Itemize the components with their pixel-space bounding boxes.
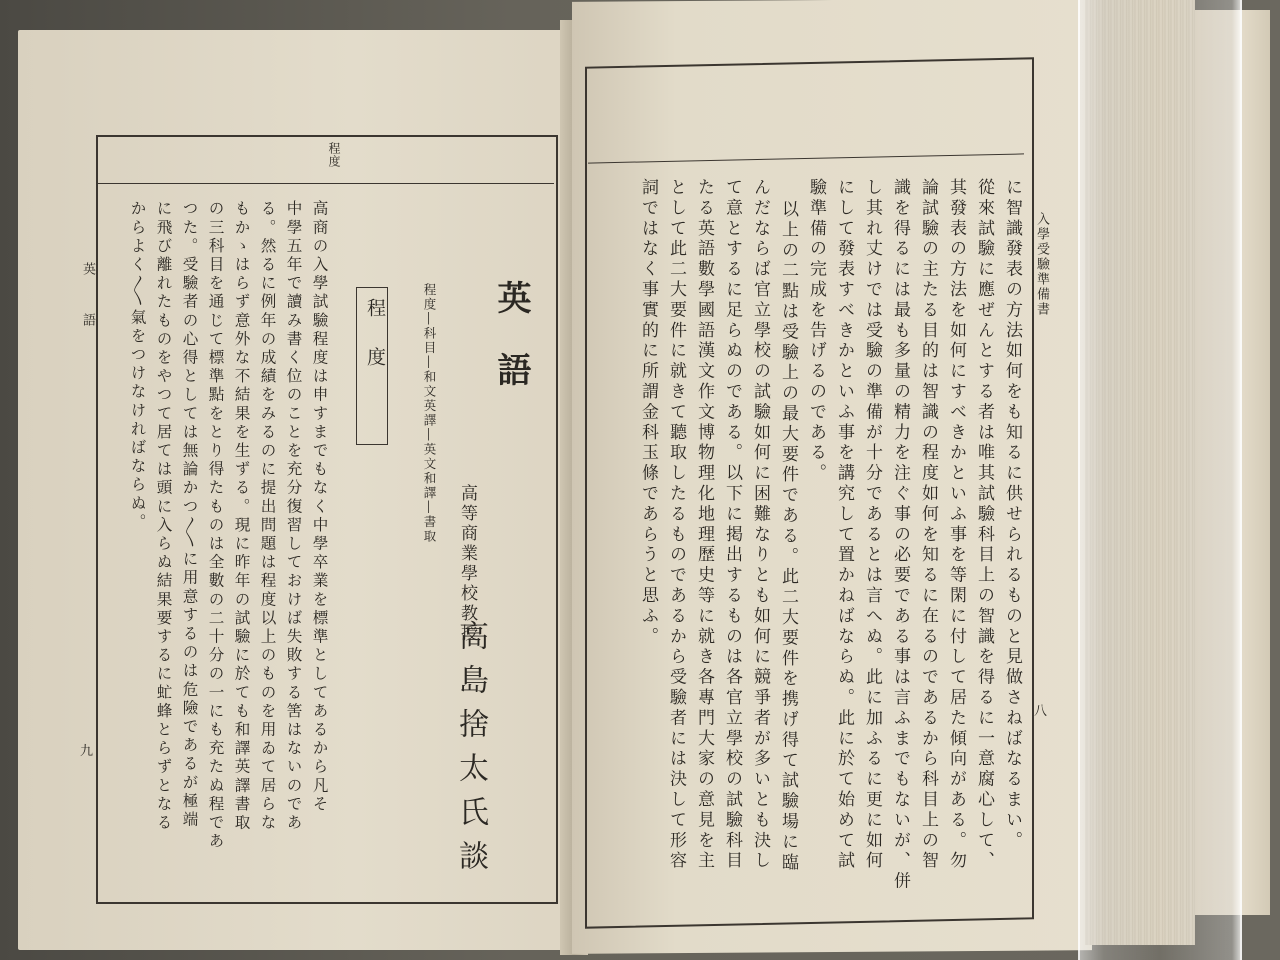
left-text-column: からよく〳〵氣をつけなければならぬ。 <box>128 200 147 532</box>
right-running-head: 入學受驗準備書 <box>1034 212 1049 317</box>
subject-line: 程度―科目―和文英譯―英文和譯―書取 <box>422 283 437 544</box>
right-text-column: 詞ではなく事實的に所謂金科玉條であらうと思ふ。 <box>638 178 658 648</box>
section-title: 英語 <box>491 280 531 424</box>
section-label: 程度 <box>364 298 386 396</box>
right-text-column: に智識發表の方法如何をも知るに供せられるものと見做さねばなるまい。 <box>1002 178 1022 852</box>
right-text-column: し其れ丈けでは受驗の準備が十分であるとは言へぬ。此に加ふるに更に如何 <box>862 178 882 872</box>
right-text-column: 論試驗の主たる目的は智識の程度如何を知るに在るのであるから科目上の智 <box>918 178 938 872</box>
right-text-column: 以上の二點は受驗上の最大要件である。此二大要件を携げ得て試驗場に臨 <box>778 200 798 874</box>
left-header-rule <box>96 183 554 184</box>
left-running-head: 程度 <box>327 142 341 168</box>
left-text-column: つた。受驗者の心得としては無論かつ〳〵に用意するのは危險であるが極端 <box>180 200 199 830</box>
right-text-column: にして發表すべきかといふ事を講究して置かねばならぬ。此に於て始めて試 <box>834 178 854 872</box>
left-page-number: 九 <box>80 744 94 759</box>
left-margin-label: 英語 <box>80 262 95 364</box>
right-text-column: 驗準備の完成を告げるのである。 <box>806 178 826 484</box>
author-title: 高等商業學校教授 <box>457 484 477 644</box>
left-text-column: もかゝはらず意外な不結果を生ずる。現に昨年の試驗に於ても和譯英譯書取 <box>232 200 251 833</box>
right-text-column: 從來試驗に應ぜんとする者は唯其試驗科目上の智識を得るに一意腐心して、 <box>974 178 994 872</box>
left-text-column: 中學五年で讀み書く位のことを充分復習しておけば失敗する筈はないのであ <box>284 200 303 833</box>
right-text-column: んだならば官立學校の試驗如何に困難なりとも如何に競爭者が多いとも決し <box>750 178 770 872</box>
right-text-column: て意とするに足らぬのである。以下に掲出するものは各官立學校の試驗科目 <box>722 178 742 872</box>
right-text-column: 識を得るには最も多量の精力を注ぐ事の必要である事は言ふまでもないが、併 <box>890 178 910 892</box>
left-text-column: る。然るに例年の成績をみるのに提出問題は程度以上のものを用ゐて居らな <box>258 200 277 833</box>
right-text-column: 其發表の方法を如何にすべきかといふ事を等閑に付して居た傾向がある。勿 <box>946 178 966 872</box>
right-text-column: たる英語數學國語漢文作文博物理化地理歷史等に就き各專門大家の意見を主 <box>694 178 714 872</box>
right-text-column: として此二大要件に就きて聽取したるものであるから受驗者には決して形容 <box>666 178 686 872</box>
left-text-column: に飛び離れたものをやつて居ては頭に入らぬ結果要するに虻蜂とらずとなる <box>154 200 173 833</box>
plastic-sleeve <box>1078 0 1242 960</box>
left-text-column: の三科目を通じて標準點をとり得たものは全數の二十分の一にも充たぬ程であ <box>206 200 225 851</box>
author-name: 高島捨太氏談 <box>453 620 488 884</box>
right-page-number: 八 <box>1034 704 1048 719</box>
left-text-column: 高商の入學試驗程度は申すまでもなく中學卒業を標準としてあるから凡そ <box>310 200 329 814</box>
